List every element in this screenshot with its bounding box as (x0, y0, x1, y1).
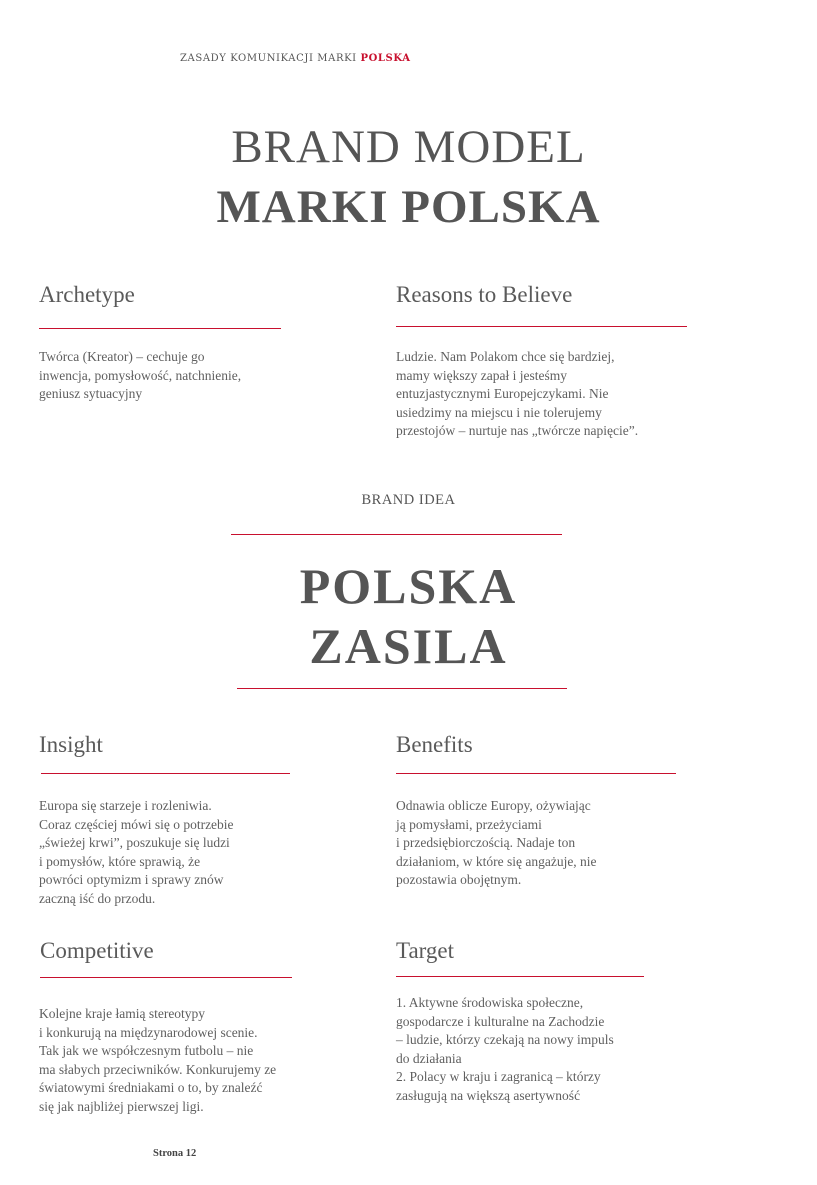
archetype-text: Twórca (Kreator) – cechuje go inwencja, pomysłowość, natchnienie, geniusz sytuacyjny (39, 349, 242, 402)
insight-divider (41, 773, 290, 774)
insight-text: Europa się starzeje i rozleniwia. Coraz częściej mówi się o potrzebie „świeżej krwi”, poszukuje się ludzi i pomysłów, które sprawią, że powróci optymizm i sprawy znów zaczną iść do przodu. (39, 798, 234, 906)
brand-idea-line1: POLSKA (299, 558, 518, 614)
competitive-text: Kolejne kraje łamią stereotypy i konkurują na międzynarodowej scenie. Tak jak we współczesnym futbolu – nie ma słabych przeciwników. Konkurujemy ze światowymi średniakami o to, by znaleźć się jak najbliżej pierwszej ligi. (39, 1006, 277, 1114)
target-divider (396, 976, 644, 977)
benefits-divider (396, 773, 676, 774)
running-header (180, 53, 411, 64)
archetype-title: Archetype (39, 282, 135, 307)
brand-idea-bottom-divider (237, 688, 567, 689)
benefits-text: Odnawia oblicze Europy, ożywiając ją pomysłami, przeżyciami i przedsiębiorczością. Nadaje ton działaniom, w które się angażuje, nie pozostawia obojętnym. (396, 798, 597, 888)
brand-idea-label: BRAND IDEA (361, 492, 456, 508)
insight-title: Insight (39, 732, 103, 757)
archetype-divider (39, 328, 281, 329)
reasons-title: Reasons to Believe (396, 282, 573, 307)
header-brand: POLSKA (360, 53, 411, 64)
page-title-line1: BRAND MODEL (231, 121, 586, 173)
brand-idea-line2: ZASILA (309, 618, 508, 674)
competitive-title: Competitive (40, 938, 154, 963)
header-prefix: ZASADY KOMUNIKACJI MARKI (180, 53, 361, 64)
reasons-divider (396, 326, 687, 327)
target-title: Target (396, 938, 454, 963)
reasons-text: Ludzie. Nam Polakom chce się bardziej, mamy większy zapał i jesteśmy entuzjastycznymi Europejczykami. Nie usiedzimy na miejscu i nie tolerujemy przestojów – nurtuje nas „twórcze napięcie”. (396, 349, 639, 439)
page-title-line2: MARKI POLSKA (216, 181, 601, 233)
page-number: Strona 12 (153, 1148, 197, 1159)
competitive-divider (40, 977, 292, 978)
benefits-title: Benefits (396, 732, 473, 757)
brand-idea-top-divider (231, 534, 562, 535)
target-text: 1. Aktywne środowiska społeczne, gospodarcze i kulturalne na Zachodzie – ludzie, którzy czekają na nowy impuls do działania 2. Polacy w kraju i zagranicą – którzy zasługują na większą asertywność (396, 995, 614, 1103)
